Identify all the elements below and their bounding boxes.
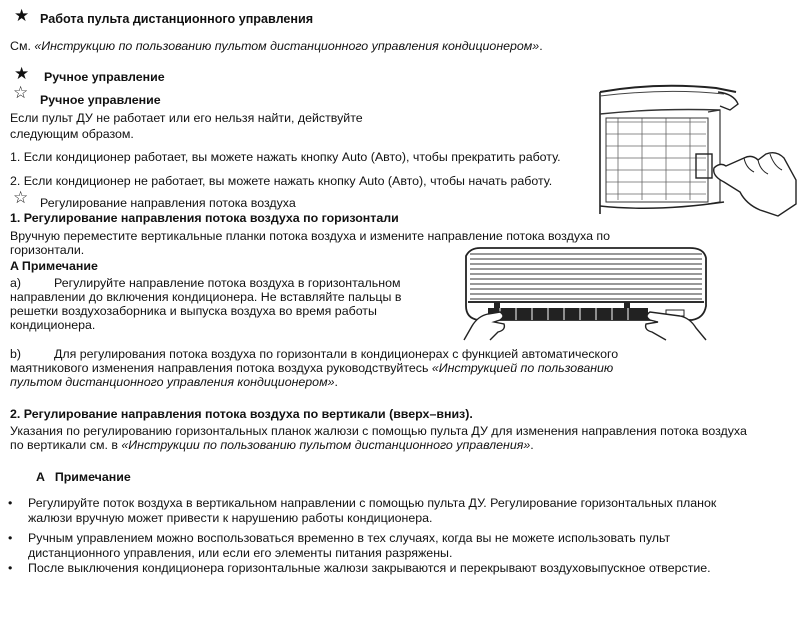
note-bullet-1-line-1: Регулируйте поток воздуха в вертикальном направлении с помощью пульта ДУ. Регулирование горизонтальных планок [28,496,717,510]
bullet-icon: • [8,531,13,545]
note-label-2: A Примечание [36,470,131,484]
note-b-line-2 [10,361,613,376]
bullet-icon: • [8,561,13,575]
section-title-manual-2: Ручное управление [40,93,161,107]
star-icon: ★ [14,64,30,84]
note-bullet-2-line-2: дистанционного управления, или если его элементы питания разряжены. [28,546,453,560]
section-title-manual: Ручное управление [44,70,165,84]
star-outline-icon: ☆ [13,83,29,103]
vertical-suffix: . [530,438,534,452]
vertical-text-1: Указания по регулированию горизонтальных планок жалюзи с помощью пульта ДУ для изменения направления потока воздуха [10,424,747,438]
note-bullet-3-line-1: После выключения кондиционера горизонтальные жалюзи закрываются и перекрывают воздуховыпускное отверстие. [28,561,711,575]
note-b-italic-2: пультом дистанционного управления кондиционером» [10,375,335,389]
manual-intro-1: Если пульт ДУ не работает или его нельзя найти, действуйте [10,111,363,125]
note-label: A Примечание [10,259,98,273]
note-b-plain: маятникового изменения направления потока воздуха руководствуйтесь [10,361,432,375]
horizontal-subtitle: 1. Регулирование направления потока воздуха по горизонтали [10,211,399,225]
note-a-line: направлении до включения кондиционера. Не вставляйте пальцы в [10,290,402,304]
note-b-line-1: Для регулирования потока воздуха по горизонтали в кондиционерах с функцией автоматического [54,347,619,361]
remote-reference [10,39,543,54]
section-title-remote: Работа пульта дистанционного управления [40,12,314,26]
horizontal-text-2: горизонтали. [10,243,85,257]
vertical-text-2 [10,438,534,453]
ref-suffix: . [539,39,543,53]
vertical-italic: «Инструкции по пользованию пультом дистанционного управления» [121,438,531,452]
note-a-line: кондиционера. [10,318,96,332]
ref-italic: «Инструкцию по пользованию пультом дистанционного управления кондиционером» [34,39,540,53]
star-icon: ★ [14,6,30,26]
note-a-line: Регулируйте направление потока воздуха в горизонтальном [54,276,401,290]
vertical-subtitle: 2. Регулирование направления потока воздуха по вертикали (вверх–вниз). [10,407,473,421]
note-a-line: решетки воздухозаборника и выпуска воздуха во время работы [10,304,377,318]
note-bullet-2-line-1: Ручным управлением можно воспользоваться временно в тех случаях, когда вы не можете использовать пульт [28,531,671,545]
ac-unit-button-illustration [596,84,800,220]
manual-intro-2: следующим образом. [10,127,134,141]
ref-prefix: См. [10,39,35,53]
note-b-marker: b) [10,347,22,361]
ac-unit-louver-illustration [460,246,710,342]
manual-item-2: 2. Если кондиционер не работает, вы можете нажать кнопку Auto (Авто), чтобы начать работу. [10,174,553,188]
note-b-line-3 [10,375,338,390]
vertical-plain: по вертикали см. в [10,438,122,452]
bullet-icon: • [8,496,13,510]
star-outline-icon: ☆ [13,188,29,208]
note-bullet-1-line-2: жалюзи вручную может привести к нарушению работы кондиционера. [28,511,433,525]
manual-item-1: 1. Если кондиционер работает, вы можете нажать кнопку Auto (Авто), чтобы прекратить работу. [10,150,561,164]
note-b-suffix: . [334,375,338,389]
airflow-title: Регулирование направления потока воздуха [40,196,296,210]
note-b-italic: «Инструкцией по пользованию [431,361,614,375]
horizontal-text-1: Вручную переместите вертикальные планки потока воздуха и измените направление потока воздуха по [10,229,611,243]
note-a-marker: a) [10,276,22,290]
